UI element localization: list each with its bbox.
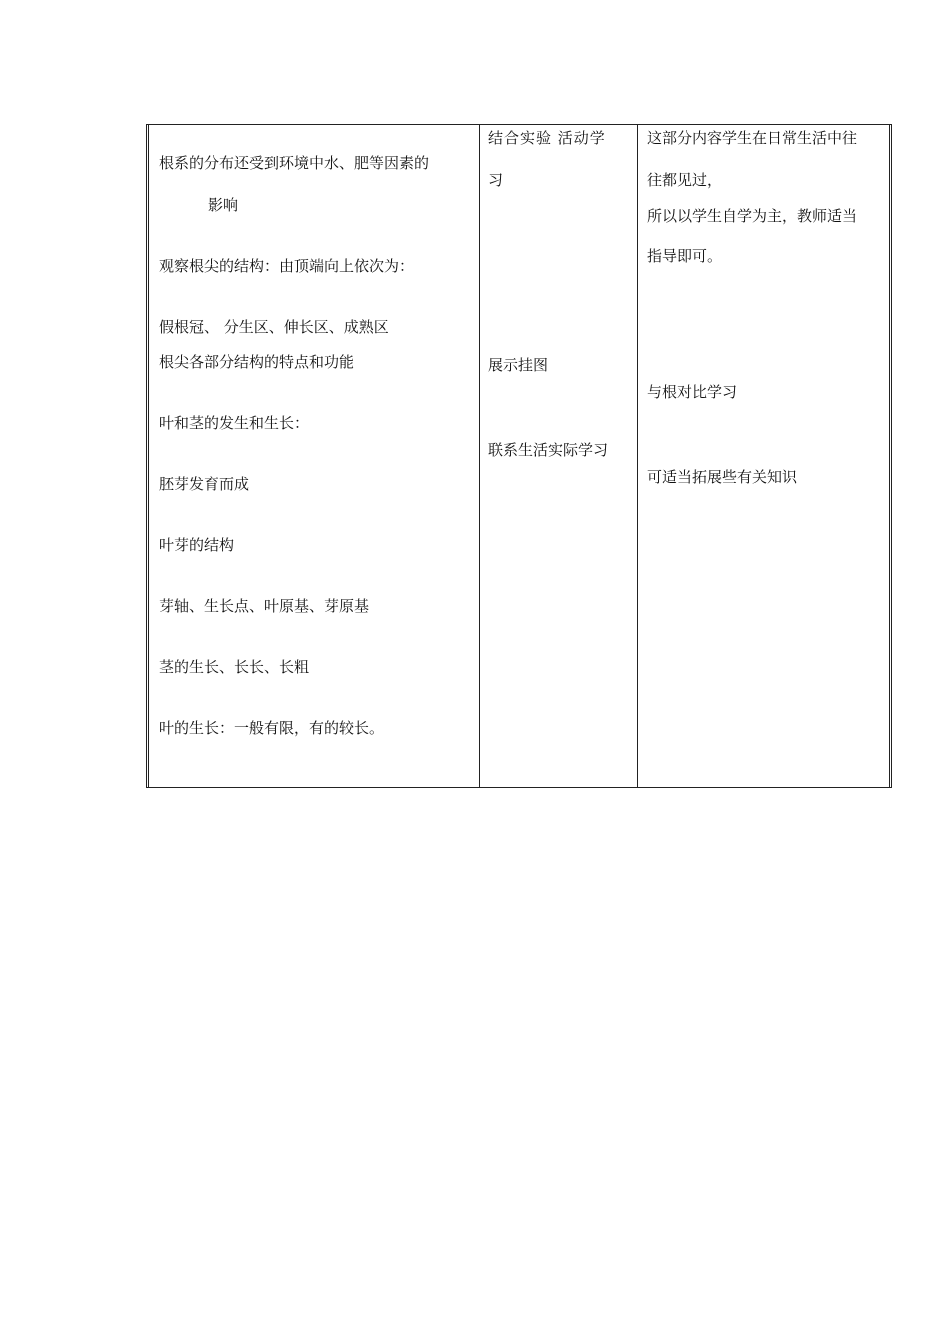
experiment-activity-text: 结合实验 活动学 xyxy=(488,129,606,147)
root-tip-zones-text: 假根冠、 分生区、伸长区、成熟区 xyxy=(159,318,389,336)
root-tip-structure-heading: 观察根尖的结构：由顶端向上依次为： xyxy=(159,257,415,275)
root-distribution-text-cont: 影响 xyxy=(208,196,239,214)
table-right-double-border xyxy=(889,125,892,787)
table-left-double-border xyxy=(146,125,149,787)
self-study-note-line2: 往都见过， xyxy=(647,171,723,189)
experiment-activity-text-cont: 习 xyxy=(488,171,504,189)
method-column xyxy=(488,125,634,787)
content-column xyxy=(159,125,477,787)
column-divider-2 xyxy=(637,125,638,787)
compare-with-root-text: 与根对比学习 xyxy=(647,383,738,401)
self-study-note-line1: 这部分内容学生在日常生活中往 xyxy=(647,129,858,147)
embryo-bud-text: 胚芽发育而成 xyxy=(159,475,250,493)
real-life-learning-text: 联系生活实际学习 xyxy=(488,441,609,459)
leaf-stem-growth-heading: 叶和茎的发生和生长： xyxy=(159,414,310,432)
self-study-note-line3: 所以以学生自学为主，教师适当 xyxy=(647,207,858,225)
root-tip-function-text: 根尖各部分结构的特点和功能 xyxy=(159,353,355,371)
extend-knowledge-text: 可适当拓展些有关知识 xyxy=(647,468,798,486)
leaf-bud-structure-text: 叶芽的结构 xyxy=(159,536,235,554)
notes-column xyxy=(647,125,887,787)
column-divider-1 xyxy=(479,125,480,787)
show-wall-chart-text: 展示挂图 xyxy=(488,356,549,374)
self-study-note-line4: 指导即可。 xyxy=(647,247,723,265)
leaf-growth-text: 叶的生长：一般有限，有的较长。 xyxy=(159,719,385,737)
bud-parts-text: 芽轴、生长点、叶原基、芽原基 xyxy=(159,597,370,615)
stem-growth-text: 茎的生长、长长、长粗 xyxy=(159,658,310,676)
root-distribution-text: 根系的分布还受到环境中水、肥等因素的 xyxy=(159,154,430,172)
lesson-plan-table xyxy=(146,124,892,788)
